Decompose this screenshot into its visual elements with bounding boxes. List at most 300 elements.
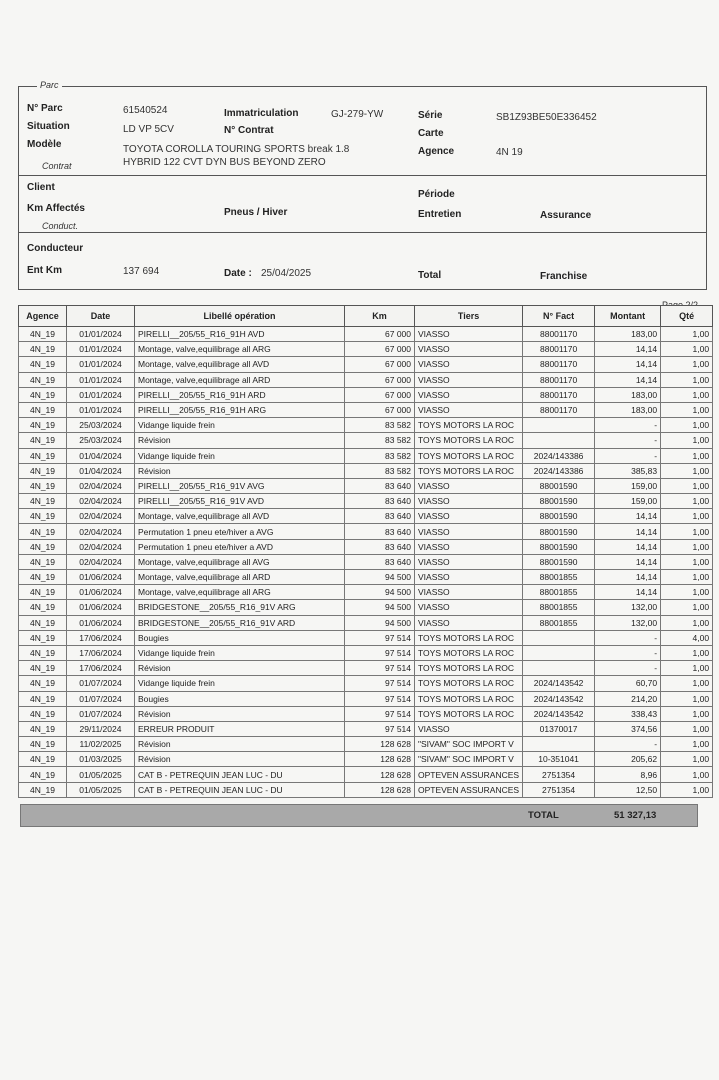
cell-montant: 14,14 [595, 585, 661, 600]
cell-montant: 14,14 [595, 524, 661, 539]
table-header-row [19, 306, 713, 327]
table-row [19, 554, 713, 569]
cell-tiers: TOYS MOTORS LA ROC [415, 645, 523, 660]
cell-qte: 1,00 [661, 509, 713, 524]
cell-no-fact [523, 418, 595, 433]
cell-date: 01/07/2024 [67, 691, 135, 706]
cell-no-fact: 88001590 [523, 478, 595, 493]
cell-date: 01/01/2024 [67, 402, 135, 417]
cell-agence: 4N_19 [19, 767, 67, 782]
cell-no-fact [523, 661, 595, 676]
cell-agence: 4N_19 [19, 342, 67, 357]
cell-libelle: Vidange liquide frein [135, 645, 345, 660]
cell-montant: - [595, 737, 661, 752]
cell-date: 01/04/2024 [67, 448, 135, 463]
cell-qte: 1,00 [661, 327, 713, 342]
cell-agence: 4N_19 [19, 524, 67, 539]
table-row [19, 357, 713, 372]
cell-no-fact: 2024/143542 [523, 706, 595, 721]
cell-date: 01/07/2024 [67, 676, 135, 691]
cell-date: 01/01/2024 [67, 387, 135, 402]
cell-libelle: ERREUR PRODUIT [135, 721, 345, 736]
cell-montant: - [595, 645, 661, 660]
contrat-legend: Contrat [39, 161, 75, 171]
cell-km: 83 582 [345, 418, 415, 433]
contrat-number-label: N° Contrat [224, 125, 274, 136]
cell-km: 67 000 [345, 357, 415, 372]
table-row [19, 448, 713, 463]
cell-no-fact [523, 737, 595, 752]
cell-tiers: VIASSO [415, 600, 523, 615]
cell-montant: - [595, 448, 661, 463]
cell-tiers: TOYS MOTORS LA ROC [415, 448, 523, 463]
col-header-agence: Agence [19, 306, 67, 327]
cell-no-fact: 2024/143542 [523, 676, 595, 691]
cell-no-fact [523, 433, 595, 448]
agence-value: 4N 19 [496, 147, 523, 158]
cell-qte: 1,00 [661, 615, 713, 630]
cell-libelle: PIRELLI__205/55_R16_91H ARG [135, 402, 345, 417]
cell-libelle: CAT B - PETREQUIN JEAN LUC - DU [135, 782, 345, 797]
cell-km: 83 640 [345, 478, 415, 493]
cell-no-fact: 88001170 [523, 357, 595, 372]
cell-libelle: Révision [135, 706, 345, 721]
cell-km: 94 500 [345, 585, 415, 600]
table-row [19, 630, 713, 645]
cell-km: 97 514 [345, 630, 415, 645]
cell-tiers: TOYS MOTORS LA ROC [415, 418, 523, 433]
pneus-hiver-label: Pneus / Hiver [224, 207, 288, 218]
table-row [19, 706, 713, 721]
cell-date: 17/06/2024 [67, 630, 135, 645]
cell-qte: 1,00 [661, 357, 713, 372]
cell-date: 01/06/2024 [67, 600, 135, 615]
cell-montant: - [595, 661, 661, 676]
cell-montant: 14,14 [595, 357, 661, 372]
cell-qte: 1,00 [661, 554, 713, 569]
cell-agence: 4N_19 [19, 463, 67, 478]
cell-tiers: VIASSO [415, 357, 523, 372]
cell-km: 97 514 [345, 676, 415, 691]
cell-qte: 1,00 [661, 372, 713, 387]
cell-montant: 183,00 [595, 327, 661, 342]
table-row [19, 418, 713, 433]
cell-qte: 1,00 [661, 387, 713, 402]
cell-date: 01/01/2024 [67, 372, 135, 387]
modele-value-line1: TOYOTA COROLLA TOURING SPORTS break 1.8 [123, 144, 350, 155]
cell-qte: 1,00 [661, 661, 713, 676]
cell-km: 67 000 [345, 327, 415, 342]
cell-date: 02/04/2024 [67, 539, 135, 554]
cell-no-fact: 88001170 [523, 402, 595, 417]
cell-libelle: Bougies [135, 630, 345, 645]
cell-qte: 1,00 [661, 342, 713, 357]
grand-total-value: 51 327,13 [614, 810, 657, 821]
cell-tiers: VIASSO [415, 539, 523, 554]
cell-agence: 4N_19 [19, 706, 67, 721]
cell-agence: 4N_19 [19, 661, 67, 676]
cell-no-fact: 88001170 [523, 342, 595, 357]
cell-km: 67 000 [345, 342, 415, 357]
situation-value: LD VP 5CV [123, 124, 174, 135]
grand-total-label: TOTAL [528, 810, 559, 821]
cell-montant: 385,83 [595, 463, 661, 478]
cell-qte: 4,00 [661, 630, 713, 645]
cell-libelle: Montage, valve,equilibrage all ARG [135, 585, 345, 600]
cell-libelle: Montage, valve,equilibrage all ARD [135, 372, 345, 387]
client-label: Client [27, 182, 55, 193]
vehicle-info-box [18, 80, 707, 290]
cell-montant: 183,00 [595, 387, 661, 402]
cell-date: 25/03/2024 [67, 433, 135, 448]
cell-km: 83 640 [345, 494, 415, 509]
cell-km: 97 514 [345, 721, 415, 736]
cell-date: 01/07/2024 [67, 706, 135, 721]
cell-libelle: Vidange liquide frein [135, 418, 345, 433]
cell-libelle: Montage, valve,equilibrage all AVD [135, 357, 345, 372]
cell-montant: 14,14 [595, 539, 661, 554]
cell-date: 17/06/2024 [67, 661, 135, 676]
ent-km-value: 137 694 [123, 266, 160, 277]
cell-qte: 1,00 [661, 463, 713, 478]
cell-tiers: VIASSO [415, 524, 523, 539]
cell-no-fact: 88001170 [523, 372, 595, 387]
table-row [19, 585, 713, 600]
cell-qte: 1,00 [661, 600, 713, 615]
cell-montant: 14,14 [595, 372, 661, 387]
cell-no-fact: 01370017 [523, 721, 595, 736]
serie-value: SB1Z93BE50E336452 [496, 112, 597, 123]
cell-libelle: PIRELLI__205/55_R16_91H ARD [135, 387, 345, 402]
conducteur-label: Conducteur [27, 243, 84, 254]
cell-agence: 4N_19 [19, 585, 67, 600]
cell-qte: 1,00 [661, 448, 713, 463]
cell-agence: 4N_19 [19, 554, 67, 569]
table-row [19, 402, 713, 417]
cell-montant: 14,14 [595, 509, 661, 524]
cell-no-fact: 88001855 [523, 600, 595, 615]
cell-montant: 183,00 [595, 402, 661, 417]
col-header-km: Km [345, 306, 415, 327]
cell-qte: 1,00 [661, 676, 713, 691]
cell-libelle: Permutation 1 pneu ete/hiver a AVG [135, 524, 345, 539]
cell-km: 83 640 [345, 554, 415, 569]
cell-agence: 4N_19 [19, 615, 67, 630]
cell-km: 67 000 [345, 402, 415, 417]
cell-date: 01/05/2025 [67, 767, 135, 782]
cell-date: 01/01/2024 [67, 357, 135, 372]
cell-qte: 1,00 [661, 737, 713, 752]
cell-montant: 132,00 [595, 615, 661, 630]
conduct-divider [19, 232, 706, 233]
cell-date: 01/05/2025 [67, 782, 135, 797]
agence-label: Agence [418, 146, 455, 157]
cell-no-fact: 2024/143386 [523, 463, 595, 478]
cell-km: 83 640 [345, 509, 415, 524]
cell-libelle: Vidange liquide frein [135, 676, 345, 691]
cell-libelle: Révision [135, 737, 345, 752]
cell-qte: 1,00 [661, 433, 713, 448]
cell-tiers: VIASSO [415, 585, 523, 600]
cell-libelle: Permutation 1 pneu ete/hiver a AVD [135, 539, 345, 554]
table-row [19, 600, 713, 615]
cell-libelle: PIRELLI__205/55_R16_91H AVD [135, 327, 345, 342]
table-row [19, 327, 713, 342]
cell-km: 94 500 [345, 615, 415, 630]
table-row [19, 509, 713, 524]
cell-agence: 4N_19 [19, 433, 67, 448]
table-row [19, 463, 713, 478]
cell-no-fact [523, 645, 595, 660]
cell-qte: 1,00 [661, 706, 713, 721]
cell-qte: 1,00 [661, 494, 713, 509]
cell-libelle: Vidange liquide frein [135, 448, 345, 463]
cell-agence: 4N_19 [19, 494, 67, 509]
cell-no-fact: 88001590 [523, 554, 595, 569]
cell-tiers: VIASSO [415, 721, 523, 736]
km-affectes-label: Km Affectés [27, 203, 85, 214]
table-row [19, 661, 713, 676]
cell-date: 02/04/2024 [67, 478, 135, 493]
cell-agence: 4N_19 [19, 387, 67, 402]
cell-no-fact: 2751354 [523, 782, 595, 797]
cell-montant: 60,70 [595, 676, 661, 691]
cell-libelle: Révision [135, 433, 345, 448]
cell-tiers: VIASSO [415, 387, 523, 402]
cell-libelle: Révision [135, 752, 345, 767]
cell-no-fact: 88001170 [523, 327, 595, 342]
cell-date: 01/01/2024 [67, 342, 135, 357]
cell-no-fact: 88001170 [523, 387, 595, 402]
cell-no-fact: 88001590 [523, 494, 595, 509]
date-label: Date : [224, 268, 252, 279]
cell-tiers: VIASSO [415, 402, 523, 417]
table-row [19, 494, 713, 509]
cell-montant: 338,43 [595, 706, 661, 721]
cell-tiers: VIASSO [415, 478, 523, 493]
table-row [19, 570, 713, 585]
cell-tiers: "SIVAM" SOC IMPORT V [415, 737, 523, 752]
cell-agence: 4N_19 [19, 676, 67, 691]
date-value: 25/04/2025 [261, 268, 312, 279]
assurance-label: Assurance [540, 210, 592, 221]
cell-montant: 14,14 [595, 342, 661, 357]
cell-qte: 1,00 [661, 539, 713, 554]
cell-km: 83 582 [345, 463, 415, 478]
cell-km: 128 628 [345, 752, 415, 767]
cell-agence: 4N_19 [19, 509, 67, 524]
cell-km: 67 000 [345, 387, 415, 402]
no-parc-label: N° Parc [27, 103, 63, 114]
cell-date: 01/06/2024 [67, 570, 135, 585]
cell-date: 01/06/2024 [67, 615, 135, 630]
cell-tiers: VIASSO [415, 342, 523, 357]
cell-date: 29/11/2024 [67, 721, 135, 736]
cell-km: 83 640 [345, 524, 415, 539]
cell-date: 01/04/2024 [67, 463, 135, 478]
cell-qte: 1,00 [661, 782, 713, 797]
cell-montant: - [595, 630, 661, 645]
cell-tiers: VIASSO [415, 509, 523, 524]
table-row [19, 752, 713, 767]
cell-km: 67 000 [345, 372, 415, 387]
cell-agence: 4N_19 [19, 448, 67, 463]
cell-agence: 4N_19 [19, 630, 67, 645]
cell-km: 83 582 [345, 433, 415, 448]
cell-libelle: PIRELLI__205/55_R16_91V AVD [135, 494, 345, 509]
cell-qte: 1,00 [661, 585, 713, 600]
cell-libelle: Montage, valve,equilibrage all AVD [135, 509, 345, 524]
cell-date: 17/06/2024 [67, 645, 135, 660]
periode-label: Période [418, 189, 455, 200]
cell-agence: 4N_19 [19, 402, 67, 417]
col-header-date: Date [67, 306, 135, 327]
cell-km: 128 628 [345, 767, 415, 782]
no-parc-value: 61540524 [123, 105, 168, 116]
serie-label: Série [418, 110, 443, 121]
col-header-libelle: Libellé opération [135, 306, 345, 327]
contrat-divider [19, 175, 706, 176]
cell-tiers: OPTEVEN ASSURANCES [415, 767, 523, 782]
table-row [19, 782, 713, 797]
ent-km-label: Ent Km [27, 265, 62, 276]
carte-label: Carte [418, 128, 444, 139]
cell-agence: 4N_19 [19, 418, 67, 433]
col-header-montant: Montant [595, 306, 661, 327]
total-bar [20, 804, 698, 827]
cell-montant: 214,20 [595, 691, 661, 706]
cell-libelle: BRIDGESTONE__205/55_R16_91V ARG [135, 600, 345, 615]
cell-qte: 1,00 [661, 691, 713, 706]
cell-montant: 8,96 [595, 767, 661, 782]
cell-agence: 4N_19 [19, 721, 67, 736]
cell-libelle: Montage, valve,equilibrage all ARG [135, 342, 345, 357]
cell-montant: 14,14 [595, 570, 661, 585]
table-body [19, 327, 713, 798]
modele-value-line2: HYBRID 122 CVT DYN BUS BEYOND ZERO [123, 157, 326, 168]
table-row [19, 342, 713, 357]
cell-km: 97 514 [345, 645, 415, 660]
cell-qte: 1,00 [661, 402, 713, 417]
cell-montant: 14,14 [595, 554, 661, 569]
cell-km: 128 628 [345, 782, 415, 797]
cell-km: 83 582 [345, 448, 415, 463]
cell-agence: 4N_19 [19, 539, 67, 554]
cell-agence: 4N_19 [19, 478, 67, 493]
cell-libelle: Révision [135, 661, 345, 676]
cell-libelle: Montage, valve,equilibrage all AVG [135, 554, 345, 569]
cell-tiers: VIASSO [415, 327, 523, 342]
col-header-qte: Qté [661, 306, 713, 327]
immatriculation-value: GJ-279-YW [331, 109, 384, 120]
cell-montant: 159,00 [595, 478, 661, 493]
situation-label: Situation [27, 121, 70, 132]
cell-montant: 132,00 [595, 600, 661, 615]
cell-libelle: PIRELLI__205/55_R16_91V AVG [135, 478, 345, 493]
cell-libelle: CAT B - PETREQUIN JEAN LUC - DU [135, 767, 345, 782]
cell-no-fact: 2024/143542 [523, 691, 595, 706]
modele-label: Modèle [27, 139, 62, 150]
col-header-tiers: Tiers [415, 306, 523, 327]
cell-tiers: VIASSO [415, 570, 523, 585]
franchise-label: Franchise [540, 271, 588, 282]
cell-agence: 4N_19 [19, 737, 67, 752]
immatriculation-label: Immatriculation [224, 108, 299, 119]
cell-qte: 1,00 [661, 752, 713, 767]
table-row [19, 433, 713, 448]
table-row [19, 524, 713, 539]
cell-montant: 12,50 [595, 782, 661, 797]
cell-qte: 1,00 [661, 645, 713, 660]
cell-no-fact: 2024/143386 [523, 448, 595, 463]
cell-tiers: TOYS MOTORS LA ROC [415, 433, 523, 448]
cell-date: 01/03/2025 [67, 752, 135, 767]
table-row [19, 767, 713, 782]
cell-no-fact: 88001855 [523, 615, 595, 630]
cell-tiers: OPTEVEN ASSURANCES [415, 782, 523, 797]
cell-tiers: TOYS MOTORS LA ROC [415, 676, 523, 691]
cell-agence: 4N_19 [19, 645, 67, 660]
cell-agence: 4N_19 [19, 752, 67, 767]
cell-no-fact: 88001855 [523, 585, 595, 600]
cell-qte: 1,00 [661, 570, 713, 585]
operations-table [18, 305, 713, 798]
cell-tiers: TOYS MOTORS LA ROC [415, 630, 523, 645]
cell-km: 97 514 [345, 661, 415, 676]
cell-libelle: Révision [135, 463, 345, 478]
cell-date: 01/06/2024 [67, 585, 135, 600]
cell-no-fact: 88001590 [523, 509, 595, 524]
cell-tiers: "SIVAM" SOC IMPORT V [415, 752, 523, 767]
table-row [19, 721, 713, 736]
cell-tiers: TOYS MOTORS LA ROC [415, 463, 523, 478]
cell-no-fact [523, 630, 595, 645]
cell-km: 128 628 [345, 737, 415, 752]
table-row [19, 387, 713, 402]
cell-date: 02/04/2024 [67, 554, 135, 569]
table-row [19, 691, 713, 706]
cell-date: 02/04/2024 [67, 494, 135, 509]
cell-km: 97 514 [345, 691, 415, 706]
cell-km: 94 500 [345, 570, 415, 585]
cell-date: 02/04/2024 [67, 509, 135, 524]
cell-montant: 159,00 [595, 494, 661, 509]
cell-no-fact: 88001855 [523, 570, 595, 585]
cell-montant: 205,62 [595, 752, 661, 767]
table-row [19, 372, 713, 387]
table-row [19, 676, 713, 691]
cell-date: 01/01/2024 [67, 327, 135, 342]
cell-qte: 1,00 [661, 524, 713, 539]
cell-agence: 4N_19 [19, 570, 67, 585]
cell-tiers: TOYS MOTORS LA ROC [415, 661, 523, 676]
cell-km: 97 514 [345, 706, 415, 721]
table-row [19, 615, 713, 630]
table-row [19, 645, 713, 660]
cell-no-fact: 10-351041 [523, 752, 595, 767]
cell-agence: 4N_19 [19, 782, 67, 797]
cell-tiers: TOYS MOTORS LA ROC [415, 691, 523, 706]
cell-libelle: Montage, valve,equilibrage all ARD [135, 570, 345, 585]
cell-montant: 374,56 [595, 721, 661, 736]
cell-libelle: Bougies [135, 691, 345, 706]
cell-qte: 1,00 [661, 767, 713, 782]
cell-agence: 4N_19 [19, 691, 67, 706]
cell-tiers: VIASSO [415, 372, 523, 387]
cell-qte: 1,00 [661, 418, 713, 433]
cell-tiers: VIASSO [415, 615, 523, 630]
cell-km: 94 500 [345, 600, 415, 615]
